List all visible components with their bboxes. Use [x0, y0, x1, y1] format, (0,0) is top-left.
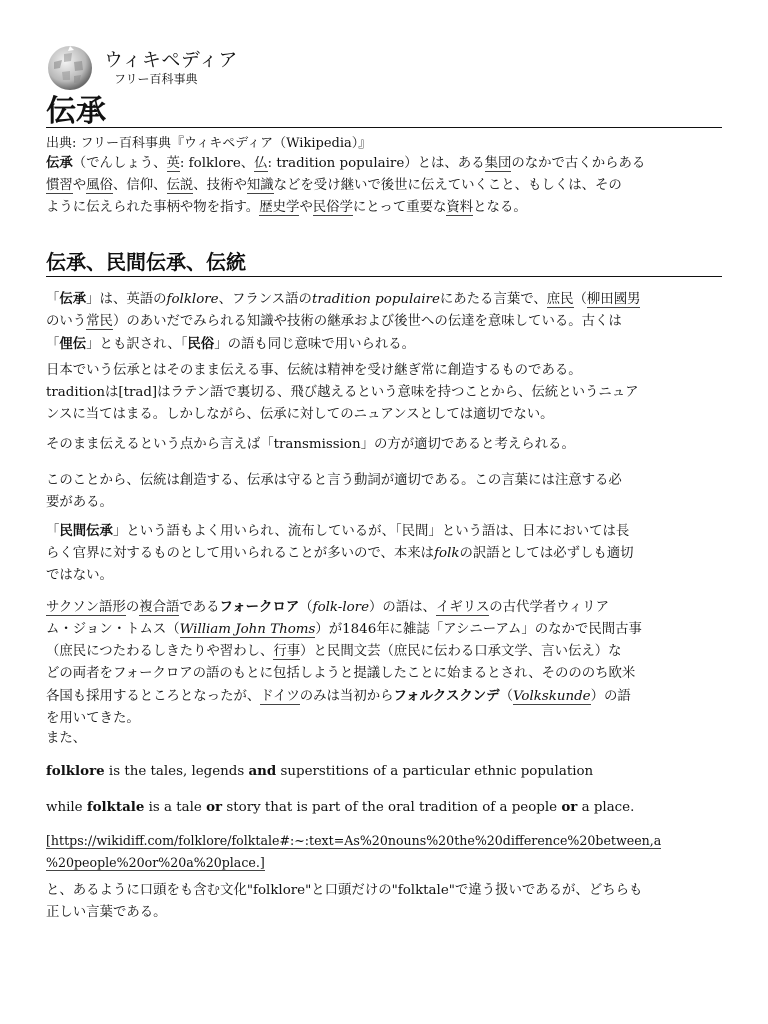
- url-line: [46, 830, 722, 852]
- p6-line: どの両者をフォークロアの語のもとに包括しようと提議したことに始まるとされ、そのののち欧米: [46, 666, 636, 681]
- p4-line: このことから、伝統は創造する、伝承は守ると言う動詞が適切である。この言葉には注意する必: [46, 473, 622, 488]
- p2-line: ンスに当てはまる。しかしながら、伝承に対してのニュアンスとしては適切でない。: [46, 407, 554, 422]
- paragraph-6: [46, 596, 722, 730]
- link-english[interactable]: 英: [166, 156, 180, 171]
- link-england[interactable]: イギリス: [435, 600, 490, 615]
- p1-line: [46, 311, 722, 333]
- text-run: の訳語としては必ずしも適切: [459, 546, 634, 561]
- link-custom[interactable]: 慣習: [46, 178, 73, 193]
- p6-line: [46, 596, 722, 619]
- term-folktale: folktale: [86, 799, 145, 815]
- link-history[interactable]: 歴史学: [259, 200, 300, 215]
- paragraph-2: [46, 360, 722, 426]
- text-run: a place.: [577, 800, 635, 815]
- text-run: の: [125, 600, 140, 615]
- text-run: にとって重要な: [352, 200, 447, 215]
- link-folklore-studies[interactable]: 民俗学: [312, 200, 353, 215]
- text-run: 「: [46, 292, 60, 307]
- page-title: 伝承: [46, 94, 106, 129]
- text-run: while: [46, 800, 87, 815]
- term-or: or: [561, 799, 578, 815]
- text-run: 、フランス語の: [218, 292, 312, 307]
- link-group[interactable]: 集団: [484, 156, 512, 171]
- intro-line: [46, 175, 722, 197]
- link-legend[interactable]: 伝説: [166, 178, 194, 193]
- paragraph-4: [46, 470, 722, 514]
- term-denshou: 伝承: [46, 155, 73, 171]
- link-events[interactable]: 行事: [273, 644, 301, 659]
- text-run: ）が1846年に雑誌「アシニーアム」のなかで民間古事: [315, 622, 642, 637]
- text-run: にあたる言葉で、: [439, 292, 547, 307]
- link-germany[interactable]: ドイツ: [260, 689, 300, 704]
- section-divider: [46, 276, 722, 277]
- link-yanagita[interactable]: 柳田國男: [586, 292, 641, 307]
- link-french[interactable]: 仏: [254, 156, 268, 171]
- link-materials[interactable]: 資料: [446, 200, 474, 215]
- text-run: 、技術や: [193, 178, 247, 193]
- term-folk: folk: [434, 546, 460, 561]
- term-or: or: [206, 799, 223, 815]
- paragraph-11: [46, 880, 722, 924]
- term-minkan-denshou: 民間伝承: [59, 523, 113, 539]
- text-run: ように伝えられた事柄や物を指す。: [46, 200, 260, 215]
- term-folklore: folklore: [166, 292, 219, 307]
- p11-line: 正しい言葉である。: [46, 905, 167, 920]
- link-volkskunde[interactable]: Volkskunde: [512, 689, 591, 704]
- url-line: [46, 852, 722, 874]
- text-run: ム・ジョン・トムス（: [46, 622, 180, 637]
- text-run: の古代学者ウィリア: [489, 600, 609, 615]
- p2-line: 日本でいう伝承とはそのまま伝える事、伝統は精神を受け継ぎ常に創造するものである。: [46, 363, 582, 378]
- p2-line: traditionは[trad]はラテン語で裏切る、飛び越えるという意味を持つことから、伝統というニュア: [46, 385, 639, 400]
- wikipedia-globe-icon[interactable]: [46, 44, 94, 92]
- source-line: 出典: フリー百科事典『ウィキペディア（Wikipedia）』: [46, 136, 372, 151]
- p6-line: [46, 619, 722, 641]
- text-run: story that is part of the oral tradition of a people: [222, 800, 562, 815]
- term-and: and: [248, 763, 277, 779]
- text-run: superstitions of a particular ethnic population: [276, 764, 594, 779]
- site-name: ウィキペディア: [104, 49, 238, 71]
- title-divider: [46, 127, 722, 128]
- p6-line: を用いてきた。: [46, 711, 140, 726]
- p6-line: [46, 641, 722, 663]
- link-knowledge[interactable]: 知識: [246, 178, 274, 193]
- term-denshou: 伝承: [59, 291, 87, 307]
- paragraph-1: [46, 288, 722, 356]
- text-run: や: [72, 178, 87, 193]
- p6-line: [46, 685, 722, 708]
- text-run: 各国も採用するところとなったが、: [46, 689, 261, 704]
- text-run: のいう: [46, 314, 87, 329]
- paragraph-7: また、: [46, 731, 87, 746]
- p5-line: ではない。: [46, 568, 113, 583]
- link-william-john-thoms[interactable]: William John Thoms: [179, 622, 316, 637]
- text-run: （でんしょう、: [72, 156, 167, 171]
- text-run: 「: [46, 524, 60, 539]
- p4-line: 要がある。: [46, 495, 113, 510]
- text-run: （庶民につたわるしきたりや習わし、: [46, 644, 274, 659]
- text-run: ）と民間文芸（庶民に伝わる口承文学、言い伝え）な: [300, 644, 622, 659]
- paragraph-10: [46, 830, 722, 874]
- text-run: ）の語は、: [369, 600, 436, 615]
- paragraph-8: [46, 760, 722, 783]
- link-jomin[interactable]: 常民: [86, 314, 113, 329]
- text-run: 」は、英語の: [86, 292, 167, 307]
- term-riden: 俚伝: [59, 336, 87, 352]
- text-run: ）のあいだでみられる知識や技術の継承および後世への伝達を意味している。古くは: [112, 314, 622, 329]
- intro-paragraph: [46, 152, 722, 219]
- text-run: : folklore、: [179, 156, 255, 171]
- text-run: ）の語: [590, 689, 631, 704]
- p5-line: [46, 543, 722, 565]
- intro-line: [46, 152, 722, 175]
- text-run: のなかで古くからある: [511, 156, 646, 171]
- text-run: : tradition populaire）とは、ある: [267, 156, 485, 171]
- link-commoners[interactable]: 庶民: [546, 292, 574, 307]
- paragraph-9: [46, 796, 722, 819]
- p5-line: [46, 520, 722, 543]
- text-run: である: [179, 600, 220, 615]
- term-minzoku: 民俗: [187, 336, 215, 352]
- text-run: is a tale: [144, 800, 207, 815]
- paragraph-5: [46, 520, 722, 587]
- text-run: （: [573, 292, 587, 307]
- text-run: や: [299, 200, 313, 215]
- external-link[interactable]: [https://wikidiff.com/folklore/folktale#:~:text=As%20nouns%20the%20difference%20between,a: [46, 833, 662, 848]
- text-run: 、信仰、: [112, 178, 167, 193]
- text-run: らく官界に対するものとして用いられることが多いので、本来は: [46, 546, 435, 561]
- text-run: となる。: [473, 200, 527, 215]
- text-run: 「: [46, 337, 60, 352]
- text-run: 」という語もよく用いられ、流布しているが、「民間」という語は、日本においては長: [112, 524, 630, 539]
- term-folklore-en: folklore: [46, 763, 105, 779]
- text-run: is the tales, legends: [104, 764, 249, 779]
- p1-line: [46, 288, 722, 311]
- term-folk-lore: folk-lore: [312, 600, 369, 615]
- text-run: のみは当初から: [299, 689, 394, 704]
- term-volkskunde-ja: フォルクスクンデ: [393, 688, 500, 704]
- site-tagline: フリー百科事典: [114, 72, 198, 86]
- intro-line: [46, 197, 722, 219]
- link-compound[interactable]: 複合語: [139, 600, 180, 615]
- term-folklore-ja: フォークロア: [219, 599, 300, 615]
- section-heading: 伝承、民間伝承、伝統: [46, 250, 246, 274]
- text-run: 」の語も同じ意味で用いられる。: [214, 337, 416, 352]
- paragraph-3: そのまま伝えるという点から言えば「transmission」の方が適切であると考えられる。: [46, 437, 575, 452]
- p1-line: [46, 333, 722, 356]
- text-run: （: [499, 689, 513, 704]
- text-run: 」とも訳され、「: [86, 337, 188, 352]
- link-manners[interactable]: 風俗: [86, 178, 113, 193]
- external-link[interactable]: %20people%20or%20a%20place.]: [46, 855, 265, 870]
- text-run: （: [299, 600, 313, 615]
- text-run: などを受け継いで後世に伝えていくこと、もしくは、その: [273, 178, 622, 193]
- link-saxon[interactable]: サクソン語形: [46, 600, 126, 615]
- p11-line: と、あるように口頭をも含む文化"folklore"と口頭だけの"folktale"で違う扱いであるが、どちらも: [46, 883, 643, 898]
- term-tradition-populaire: tradition populaire: [311, 292, 440, 307]
